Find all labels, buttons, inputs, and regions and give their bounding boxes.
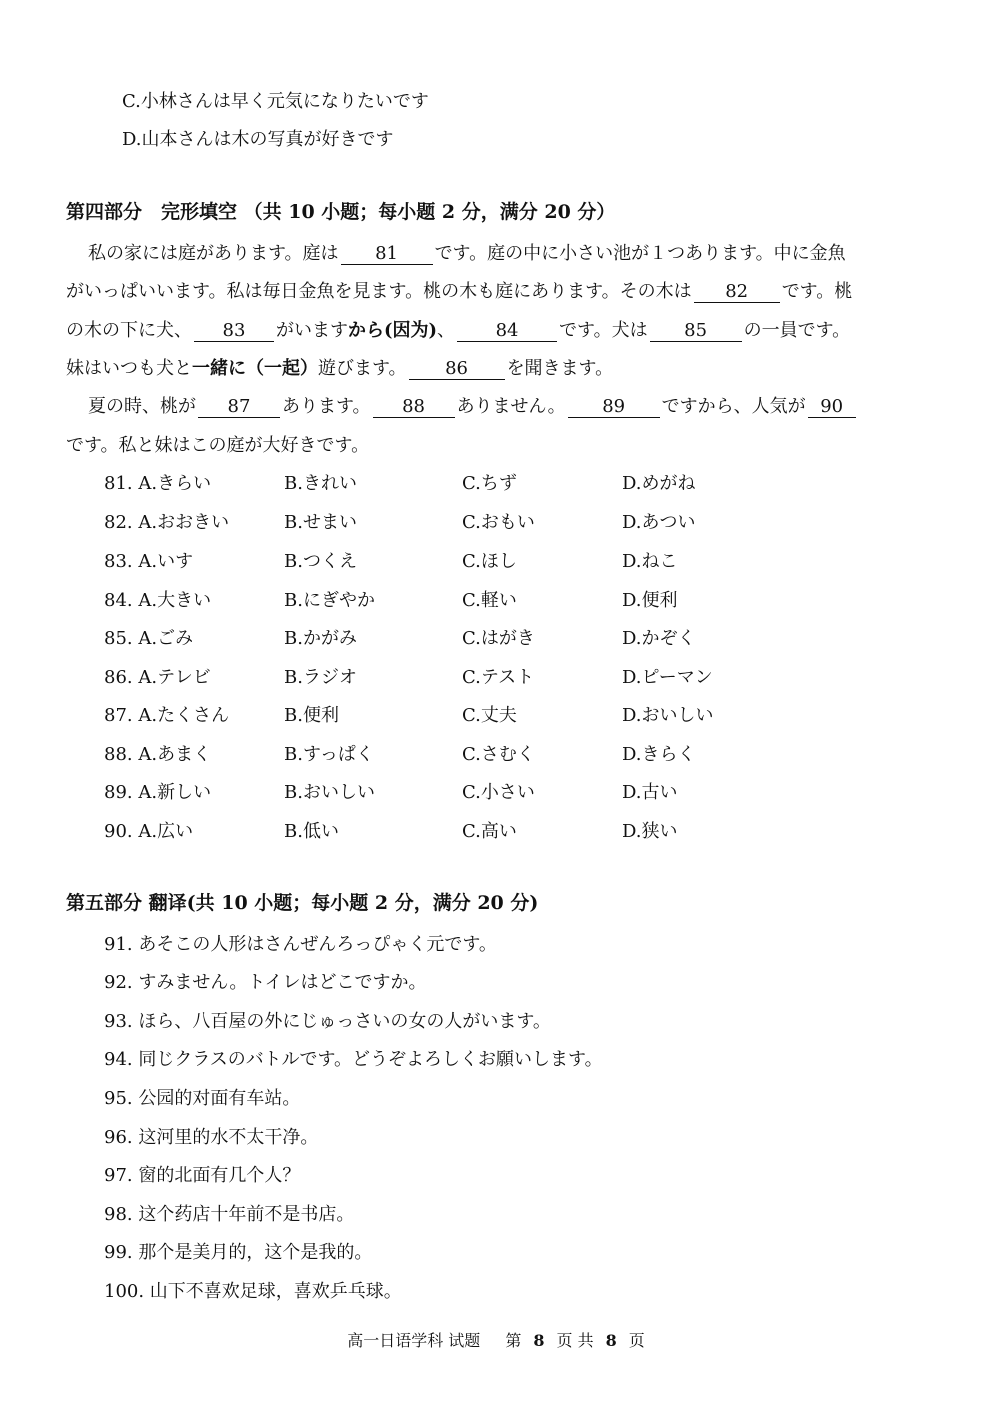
passage-text: です。庭の中に小さい池が１つあります。中に金魚 [434, 243, 846, 264]
footer-page-suffix: 页 [628, 1331, 645, 1350]
option-c: C.おもい [462, 512, 535, 533]
prev-option-d: D.山本さんは木の写真が好きです [122, 129, 394, 150]
blank-86: 86 [409, 359, 505, 380]
passage-line-5 [88, 395, 858, 419]
passage-text: あります。 [282, 396, 371, 417]
option-d: D.ねこ [622, 551, 678, 572]
option-c: C.高い [462, 821, 517, 842]
option-a: 89. A.新しい [104, 782, 212, 803]
passage-text: を聞きます。 [506, 358, 614, 379]
option-c: C.丈夫 [462, 705, 517, 726]
option-c: C.さむく [462, 744, 535, 765]
passage-text: がいます [276, 320, 348, 341]
option-b: B.すっぱく [284, 744, 374, 765]
option-a: 84. A.大きい [104, 590, 212, 611]
passage-text: です。桃 [781, 281, 853, 302]
option-d: D.かぞく [622, 628, 696, 649]
option-a: 90. A.広い [104, 821, 194, 842]
footer-page-number: 8 [533, 1331, 545, 1350]
passage-bold-text: 一緒に（一起） [192, 358, 318, 379]
option-a: 87. A.たくさん [104, 705, 230, 726]
option-b: B.かがみ [284, 628, 357, 649]
option-d: D.ピーマン [622, 667, 713, 688]
option-b: B.つくえ [284, 551, 357, 572]
passage-text: の一員です。 [743, 320, 851, 341]
blank-84: 84 [457, 321, 557, 342]
page-footer [0, 1328, 992, 1351]
passage-text: 夏の時、桃が [88, 396, 196, 417]
option-a: 81. A.きらい [104, 473, 212, 494]
option-b: B.便利 [284, 705, 339, 726]
footer-title: 高一日语学科 试题 [347, 1331, 481, 1350]
passage-line-1 [88, 242, 846, 266]
option-d: D.狭い [622, 821, 678, 842]
passage-text: です。犬は [559, 320, 648, 341]
option-c: C.小さい [462, 782, 535, 803]
option-d: D.おいしい [622, 705, 714, 726]
passage-text: 私の家には庭があります。庭は [88, 243, 339, 264]
option-d: D.便利 [622, 590, 678, 611]
blank-81: 81 [341, 244, 433, 265]
option-a: 86. A.テレビ [104, 667, 211, 688]
prev-option-c: C.小林さんは早く元気になりたいです [122, 91, 429, 112]
section5-heading: 第五部分 翻译(共 10 小题；每小题 2 分，满分 20 分) [66, 892, 539, 914]
option-b: B.低い [284, 821, 339, 842]
translation-item: 96. 这河里的水不太干净。 [104, 1127, 319, 1148]
translation-item: 94. 同じクラスのバトルです。どうぞよろしくお願いします。 [104, 1049, 603, 1070]
blank-87: 87 [198, 397, 280, 418]
translation-item: 97. 窗的北面有几个人？ [104, 1165, 301, 1186]
option-c: C.テスト [462, 667, 535, 688]
option-c: C.ちず [462, 473, 517, 494]
passage-text: の木の下に犬、 [66, 320, 192, 341]
blank-88: 88 [373, 397, 455, 418]
footer-page-prefix: 第 [505, 1331, 522, 1350]
option-a: 82. A.おおきい [104, 512, 230, 533]
option-d: D.古い [622, 782, 678, 803]
blank-90: 90 [808, 397, 856, 418]
option-a: 88. A.あまく [104, 744, 212, 765]
translation-item: 92. すみません。トイレはどこですか。 [104, 972, 427, 993]
translation-item: 100. 山下不喜欢足球，喜欢乒乓球。 [104, 1281, 402, 1302]
footer-page-mid: 页 共 [556, 1331, 594, 1350]
option-d: D.めがね [622, 473, 696, 494]
option-b: B.にぎやか [284, 590, 375, 611]
translation-item: 93. ほら、八百屋の外にじゅっさいの女の人がいます。 [104, 1011, 551, 1032]
passage-text: がいっぱいいます。私は毎日金魚を見ます。桃の木も庭にあります。その木は [66, 281, 692, 302]
section4-heading: 第四部分 完形填空 （共 10 小题；每小题 2 分，满分 20 分） [66, 201, 616, 223]
translation-item: 98. 这个药店十年前不是书店。 [104, 1204, 355, 1225]
translation-item: 95. 公园的对面有车站。 [104, 1088, 301, 1109]
passage-bold-text: から(因为) [348, 320, 438, 341]
passage-text: ありません。 [456, 396, 566, 417]
blank-89: 89 [568, 397, 660, 418]
option-c: C.軽い [462, 590, 517, 611]
passage-line-4 [66, 357, 613, 381]
blank-82: 82 [694, 282, 780, 303]
option-b: B.ラジオ [284, 667, 357, 688]
passage-line-3 [66, 319, 850, 343]
option-d: D.きらく [622, 744, 696, 765]
passage-line-6: です。私と妹はこの庭が大好きです。 [66, 435, 370, 456]
passage-text: 、 [437, 320, 456, 341]
option-d: D.あつい [622, 512, 696, 533]
blank-85: 85 [650, 321, 742, 342]
option-b: B.きれい [284, 473, 357, 494]
footer-page-total: 8 [605, 1331, 617, 1350]
translation-item: 99. 那个是美月的，这个是我的。 [104, 1242, 373, 1263]
option-c: C.ほし [462, 551, 517, 572]
option-b: B.せまい [284, 512, 357, 533]
option-a: 83. A.いす [104, 551, 194, 572]
blank-83: 83 [194, 321, 274, 342]
passage-text: ですから、人気が [661, 396, 806, 417]
option-a: 85. A.ごみ [104, 628, 194, 649]
option-c: C.はがき [462, 628, 535, 649]
passage-text: 妹はいつも犬と [66, 358, 192, 379]
passage-line-2 [66, 280, 852, 304]
passage-text: 遊びます。 [318, 358, 407, 379]
option-b: B.おいしい [284, 782, 375, 803]
translation-item: 91. あそこの人形はさんぜんろっぴゃく元です。 [104, 934, 497, 955]
